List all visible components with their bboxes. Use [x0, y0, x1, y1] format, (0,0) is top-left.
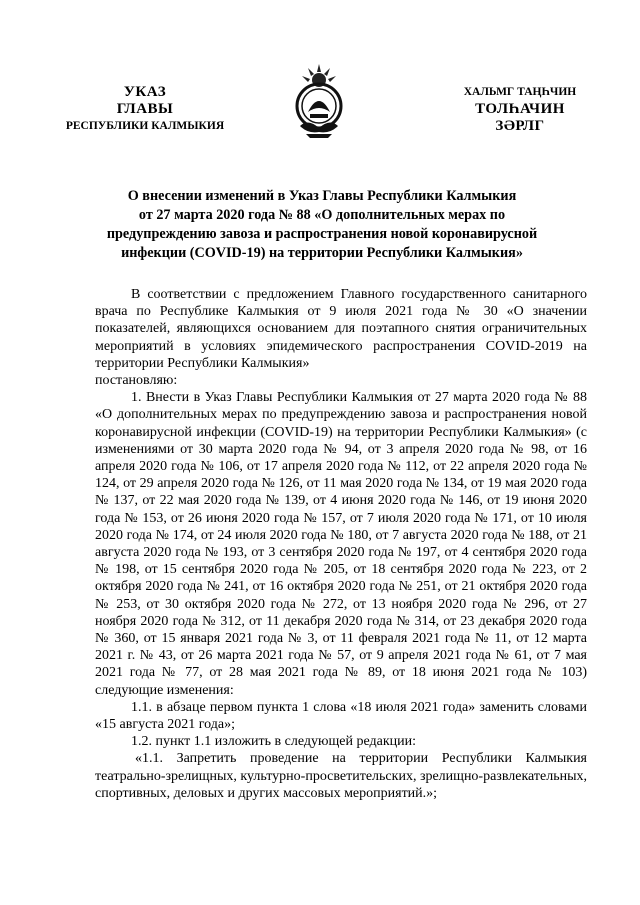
header-right-line2: ТОЛҺАЧИН	[475, 101, 565, 117]
title-line: О внесении изменений в Указ Главы Республики Калмыкия	[127, 188, 517, 204]
header-left-russian	[40, 84, 250, 135]
coat-of-arms-emblem-icon	[288, 60, 350, 140]
header-right-line3: ЗӘРЛГ	[495, 118, 545, 134]
item-1-2-paragraph: 1.2. пункт 1.1 изложить в следующей редакции:	[131, 734, 416, 750]
document-title	[92, 187, 552, 263]
header-right-line1: ХАЛЬМГ ТАҢҺЧИН	[463, 86, 577, 98]
title-line: от 27 марта 2020 года № 88 «О дополнительных мерах по	[138, 207, 506, 223]
header-left-line1: УКАЗ	[123, 84, 167, 100]
header-left-line3: РЕСПУБЛИКИ КАЛМЫКИЯ	[65, 120, 225, 132]
preamble-paragraph: В соответствии с предложением Главного государственного санитарного врача по Республике Калмыкия от 9 июля 2021 года № 30 «О значении показателей, являющихся основанием для поэтапного снятия ограничительных мероприятий в условиях эпидемического распространения COVID-2019 на территории Республики Калмыкия»	[95, 287, 587, 371]
document-body	[95, 286, 587, 802]
quoted-provision: «1.1. Запретить проведение на территории Республики Калмыкия театрально-зрелищных, культурно-просветительских, зрелищно-развлекательных, спортивных, деловых и других массовых мероприятий.»;	[95, 751, 588, 801]
item-1-1-paragraph: 1.1. в абзаце первом пункта 1 слова «18 июля 2021 года» заменить словами «15 августа 2021 года»;	[95, 699, 587, 733]
header-left-line2: ГЛАВЫ	[116, 101, 174, 117]
title-line: инфекции (COVID-19) на территории Республики Калмыкия»	[121, 245, 523, 261]
item-1-paragraph: 1. Внести в Указ Главы Республики Калмыкия от 27 марта 2020 года № 88 «О дополнительных мерах по предупреждению завоза и распространения новой коронавирусной инфекции (COVID-19) на территории Республики Калмыкия» (с изменениями от 30 марта 2020 года № 94, от 3 апреля 2020 года № 98, от 16 апреля 2020 года № 106, от 17 апреля 2020 года № 112, от 22 апреля 2020 года № 124, от 29 апреля 2020 года № 126, от 11 мая 2020 года № 134, от 19 мая 2020 года № 137, от 22 мая 2020 года № 139, от 4 июня 2020 года № 146, от 19 июня 2020 года № 153, от 26 июня 2020 года № 157, от 7 июля 2020 года № 171, от 10 июля 2020 года № 174, от 24 июля 2020 года № 180, от 7 августа 2020 года № 188, от 21 августа 2020 года № 193, от 3 сентября 2020 года № 197, от 4 сентября 2020 года № 198, от 15 сентября 2020 года № 205, от 18 сентября 2020 года № 223, от 2 октября 2020 года № 241, от 16 октября 2020 года № 251, от 21 октября 2020 года № 253, от 30 октября 2020 года № 272, от 13 ноября 2020 года № 296, от 27 ноября 2020 года № 312, от 11 декабря 2020 года № 314, от 23 декабря 2020 года № 360, от 15 января 2021 года № 3, от 11 февраля 2021 года № 11, от 12 марта 2021 г. № 43, от 26 марта 2021 года № 57, от 9 апреля 2021 года № 61, от 7 мая 2021 года № 77, от 28 мая 2021 года № 89, от 18 июня 2021 года № 103) следующие изменения:	[95, 390, 587, 698]
decree-word: постановляю:	[95, 373, 178, 389]
header-right-kalmyk	[440, 84, 600, 135]
title-line: предупреждению завоза и распространения новой коронавирусной	[106, 226, 538, 242]
